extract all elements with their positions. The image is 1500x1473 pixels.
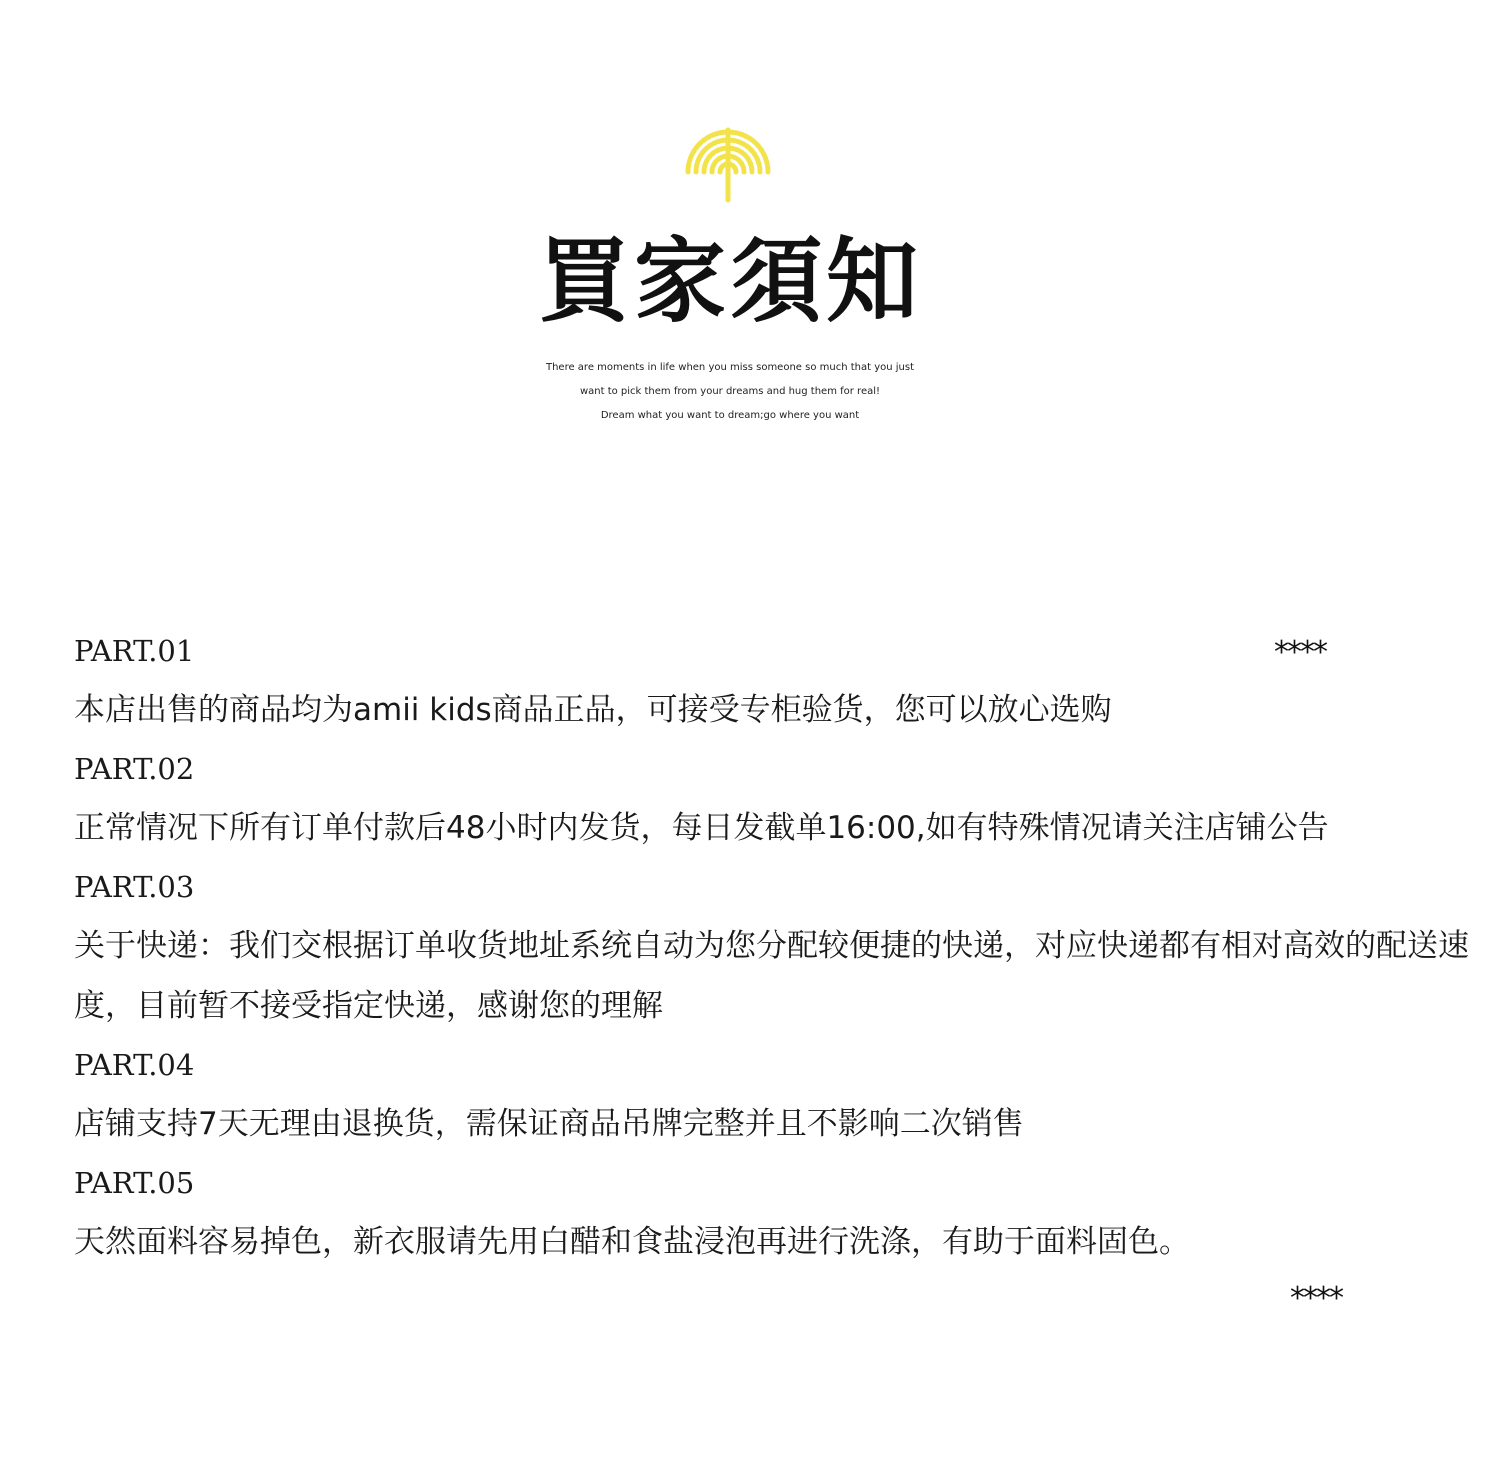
part-text: 本店出售的商品均为amii kids商品正品，可接受专柜验货，您可以放心选购: [74, 692, 1112, 728]
part-section: [74, 1154, 1474, 1272]
subtitle-line: There are moments in life when you miss someone so much that you just: [545, 362, 915, 373]
part-text: 店铺支持7天无理由退换货，需保证商品吊牌完整并且不影响二次销售: [74, 1106, 1024, 1142]
part-text: 天然面料容易掉色，新衣服请先用白醋和食盐浸泡再进行洗涤，有助于面料固色。: [74, 1224, 1190, 1260]
part-label: PART.03: [74, 870, 195, 904]
part-label: PART.01: [74, 634, 195, 668]
page-title: 買家須知: [537, 228, 922, 335]
stars-decoration-bottom: ****: [1290, 1281, 1342, 1316]
part-section: [74, 740, 1474, 858]
subtitle-block: [430, 356, 1030, 428]
part-section: [74, 858, 1474, 1036]
subtitle-line: Dream what you want to dream;go where you want: [600, 410, 860, 421]
part-label: PART.05: [74, 1166, 195, 1200]
rainbow-tree-logo-icon: [672, 100, 784, 204]
part-label: PART.04: [74, 1048, 195, 1082]
part-section: [74, 622, 1474, 740]
notice-content: [74, 622, 1474, 1272]
stars-decoration-top: ****: [1274, 635, 1326, 670]
part-text: 正常情况下所有订单付款后48小时内发货，每日发截单16:00,如有特殊情况请关注店铺公告: [74, 810, 1329, 846]
subtitle-line: want to pick them from your dreams and hug them for real!: [579, 386, 881, 397]
part-section: [74, 1036, 1474, 1154]
part-label: PART.02: [74, 752, 195, 786]
part-text: 关于快递：我们交根据订单收货地址系统自动为您分配较便捷的快递，对应快递都有相对高效的配送速度，目前暂不接受指定快递，感谢您的理解: [74, 928, 1469, 1024]
